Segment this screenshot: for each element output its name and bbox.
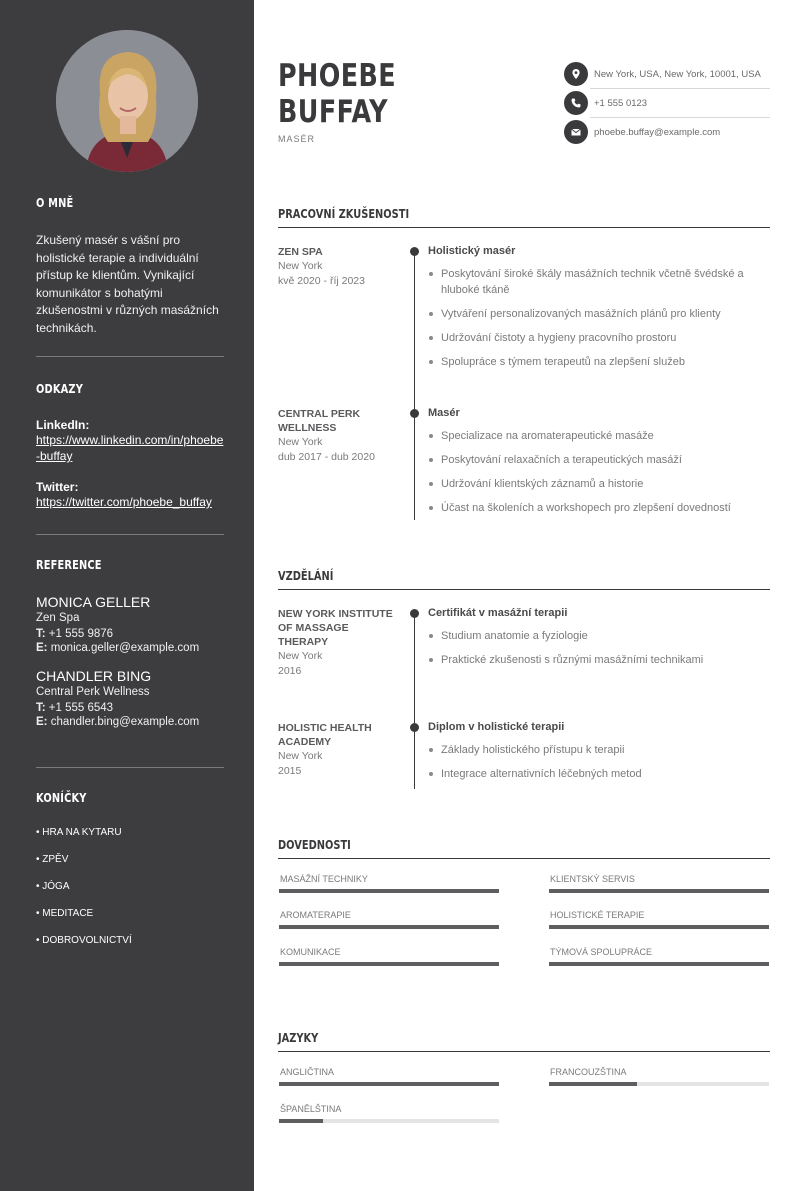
skill-bar-fill — [279, 889, 499, 893]
reference-company: Zen Spa — [36, 612, 80, 624]
reference-item — [36, 668, 224, 728]
sidebar-divider — [36, 534, 224, 535]
skill-label: AROMATERAPIE — [280, 910, 351, 920]
skill-label: HOLISTICKÉ TERAPIE — [550, 910, 645, 920]
hobby-item: • MEDITACE — [36, 908, 94, 919]
phone-icon — [564, 91, 588, 115]
skill-bar-fill — [549, 889, 769, 893]
last-name: BUFFAY — [278, 94, 388, 130]
address-text: New York, USA, New York, 10001, USA — [594, 68, 761, 80]
sidebar-divider — [36, 767, 224, 768]
employer-name: ZEN SPA — [278, 246, 323, 258]
reference-phone — [36, 702, 224, 714]
skill-item — [279, 874, 499, 893]
degree-name: Diplom v holistické terapii — [428, 721, 565, 733]
language-item — [549, 1067, 769, 1086]
skill-bar — [279, 889, 499, 893]
hobby-item: • HRA NA KYTARU — [36, 827, 122, 838]
contact-email — [564, 120, 770, 144]
skill-item — [549, 874, 769, 893]
list-item: Udržování čistoty a hygieny pracovního prostoru — [428, 330, 770, 346]
link-item — [36, 480, 224, 510]
skill-label: KLIENTSKÝ SERVIS — [550, 874, 635, 884]
language-label: ANGLIČTINA — [280, 1067, 335, 1077]
list-item: Účast na školeních a workshopech pro zlepšení dovedností — [428, 500, 770, 516]
hobby-item: • DOBROVOLNICTVÍ — [36, 935, 132, 946]
reference-phone-value: +1 555 6543 — [48, 702, 114, 714]
references-section — [36, 558, 224, 728]
language-bar — [279, 1082, 499, 1086]
hobby-item: • JÓGA — [36, 881, 70, 892]
reference-email-value: chandler.bing@example.com — [50, 716, 200, 728]
contact-divider — [590, 117, 770, 118]
responsibilities-list — [428, 266, 770, 370]
hobbies-list — [36, 827, 224, 962]
list-item: Udržování klientských záznamů a historie — [428, 476, 770, 492]
contact-address — [564, 62, 770, 86]
language-bar-fill — [279, 1082, 499, 1086]
hobby-item: • ZPĚV — [36, 854, 69, 865]
skill-bar-fill — [549, 962, 769, 966]
employer-location: New York — [278, 436, 323, 448]
reference-email — [36, 716, 224, 728]
timeline-dot — [410, 609, 419, 618]
references-heading: REFERENCE — [36, 558, 102, 572]
linkedin-link[interactable]: https://www.linkedin.com/in/phoebe-buffay — [36, 433, 224, 463]
education-entry-details — [428, 607, 770, 676]
experience-entry-meta — [278, 407, 396, 465]
skill-item — [549, 910, 769, 929]
list-item: Praktické zkušenosti s různými masážními technikami — [428, 652, 770, 668]
about-section — [36, 196, 224, 337]
list-item: Spolupráce s týmem terapeutů na zlepšení služeb — [428, 354, 770, 370]
reference-phone — [36, 628, 224, 640]
education-entry-meta — [278, 607, 396, 679]
links-section — [36, 382, 224, 510]
skills-heading: DOVEDNOSTI — [278, 838, 351, 852]
degree-name: Certifikát v masážní terapii — [428, 607, 568, 619]
language-item — [279, 1104, 499, 1123]
experience-entry-details — [428, 245, 770, 378]
timeline-line — [414, 251, 415, 520]
avatar — [56, 30, 198, 172]
section-rule — [278, 1051, 770, 1052]
experience-entry-meta — [278, 245, 396, 289]
skill-bar — [549, 889, 769, 893]
section-rule — [278, 227, 770, 228]
graduation-year: 2015 — [278, 765, 302, 777]
reference-company: Central Perk Wellness — [36, 686, 150, 698]
sidebar — [0, 0, 254, 1191]
timeline-dot — [410, 409, 419, 418]
employment-dates: kvě 2020 - říj 2023 — [278, 275, 365, 287]
skill-label: MASÁŽNÍ TECHNIKY — [280, 874, 368, 884]
graduation-year: 2016 — [278, 665, 302, 677]
section-rule — [278, 858, 770, 859]
reference-phone-value: +1 555 9876 — [48, 628, 114, 640]
list-item: Vytváření personalizovaných masážních plánů pro klienty — [428, 306, 770, 322]
contact-phone — [564, 91, 770, 115]
skill-item — [279, 910, 499, 929]
study-details-list — [428, 628, 770, 668]
school-name: NEW YORK INSTITUTE OF MASSAGE THERAPY — [278, 608, 393, 648]
languages-heading: JAZYKY — [278, 1031, 319, 1045]
list-item: Studium anatomie a fyziologie — [428, 628, 770, 644]
links-heading: ODKAZY — [36, 382, 84, 396]
timeline-line — [414, 613, 415, 789]
hobbies-heading: KONÍČKY — [36, 791, 87, 805]
section-rule — [278, 589, 770, 590]
job-role: Masér — [428, 407, 460, 419]
school-name: HOLISTIC HEALTH ACADEMY — [278, 722, 372, 748]
location-icon — [564, 62, 588, 86]
job-role: Holistický masér — [428, 245, 516, 257]
skill-bar — [549, 925, 769, 929]
reference-name: MONICA GELLER — [36, 594, 151, 610]
skill-bar-fill — [279, 962, 499, 966]
phone-text: +1 555 0123 — [594, 97, 648, 109]
link-label: Twitter: — [36, 480, 79, 494]
responsibilities-list — [428, 428, 770, 516]
reference-email-value: monica.geller@example.com — [50, 642, 200, 654]
experience-entry-details — [428, 407, 770, 524]
language-bar-fill — [279, 1119, 323, 1123]
employer-location: New York — [278, 260, 323, 272]
skill-bar-fill — [549, 925, 769, 929]
profile-photo — [56, 30, 198, 172]
timeline-dot — [410, 723, 419, 732]
school-location: New York — [278, 750, 323, 762]
skill-bar — [279, 962, 499, 966]
list-item: Poskytování relaxačních a terapeutických masáží — [428, 452, 770, 468]
employer-name: CENTRAL PERK WELLNESS — [278, 408, 361, 434]
skill-item — [549, 947, 769, 966]
job-title: MASÉR — [278, 134, 316, 144]
link-item — [36, 418, 224, 464]
language-item — [279, 1067, 499, 1086]
list-item: Základy holistického přístupu k terapii — [428, 742, 770, 758]
language-bar-fill — [549, 1082, 637, 1086]
skill-bar — [549, 962, 769, 966]
list-item: Poskytování široké škály masážních technik včetně švédské a hluboké tkáně — [428, 266, 770, 298]
link-label: LinkedIn: — [36, 418, 90, 432]
skill-item — [279, 947, 499, 966]
reference-email — [36, 642, 224, 654]
employment-dates: dub 2017 - dub 2020 — [278, 451, 375, 463]
reference-item — [36, 594, 224, 654]
skill-bar-fill — [279, 925, 499, 929]
study-details-list — [428, 742, 770, 782]
education-entry-details — [428, 721, 770, 790]
skill-label: KOMUNIKACE — [280, 947, 341, 957]
about-text: Zkušený masér s vášní pro holistické terapie a individuální přístup ke klientům. Vynikající komunikátor s bohatými zkušenostmi v různých masážních technikách. — [36, 233, 219, 335]
experience-heading: PRACOVNÍ ZKUŠENOSTI — [278, 207, 410, 221]
list-item: Specializace na aromaterapeutické masáže — [428, 428, 770, 444]
education-heading: VZDĚLÁNÍ — [278, 569, 334, 583]
reference-name: CHANDLER BING — [36, 668, 152, 684]
phone-label: T: — [36, 628, 46, 640]
email-label: E: — [36, 642, 48, 654]
contact-divider — [590, 88, 770, 89]
timeline-dot — [410, 247, 419, 256]
language-bar — [549, 1082, 769, 1086]
about-heading: O MNĚ — [36, 196, 74, 210]
skill-label: TÝMOVÁ SPOLUPRÁCE — [550, 947, 653, 957]
email-text[interactable]: phoebe.buffay@example.com — [594, 126, 721, 138]
skill-bar — [279, 925, 499, 929]
sidebar-divider — [36, 356, 224, 357]
education-entry-meta — [278, 721, 396, 779]
phone-label: T: — [36, 702, 46, 714]
email-icon — [564, 120, 588, 144]
language-label: ŠPANĚLŠTINA — [280, 1104, 342, 1114]
school-location: New York — [278, 650, 323, 662]
email-label: E: — [36, 716, 48, 728]
candidate-name — [278, 58, 396, 130]
twitter-link[interactable]: https://twitter.com/phoebe_buffay — [36, 495, 212, 509]
first-name: PHOEBE — [278, 58, 397, 94]
list-item: Integrace alternativních léčebných metod — [428, 766, 770, 782]
hobbies-section — [36, 791, 224, 962]
language-bar — [279, 1119, 499, 1123]
language-label: FRANCOUZŠTINA — [550, 1067, 627, 1077]
